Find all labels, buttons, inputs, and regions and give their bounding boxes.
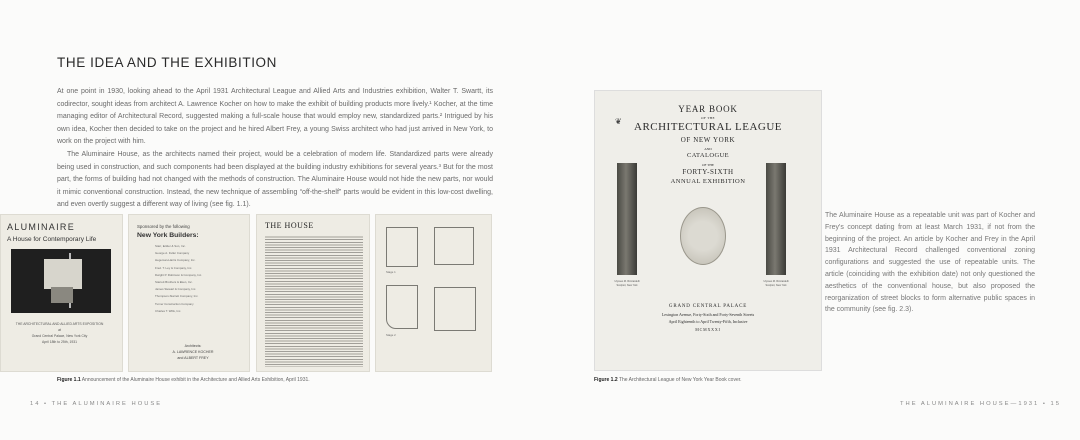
list-item: Fred. T. Ley & Company, Inc. — [155, 265, 193, 270]
statue-caption-line: Sculptor, New York — [765, 283, 787, 287]
builders-list — [155, 243, 245, 315]
list-item: Thompson-Starrett Company, Inc. — [155, 294, 199, 299]
footer-left: 14 • THE ALUMINAIRE HOUSE — [30, 401, 163, 407]
panel-title: THE HOUSE — [265, 221, 314, 230]
address: Lexington Avenue, Forty-Sixth and Forty-Seventh Streets — [661, 312, 755, 317]
floor-plan-upper-left — [386, 227, 418, 267]
cover-line: OF THE — [701, 116, 715, 120]
cover-line: OF THE — [701, 163, 715, 167]
panel-footer-line: at — [58, 328, 61, 332]
sponsored-label: Sponsored by the following — [137, 224, 190, 229]
yearbook-cover-image — [594, 90, 822, 371]
statue-caption-left — [607, 280, 647, 287]
architects-name: A. LAWRENCE KOCHER — [172, 350, 214, 355]
statue-left — [617, 163, 637, 275]
architects-name-2: and ALBERT FREY — [177, 356, 209, 361]
plan-label: Stage 1 — [386, 270, 396, 274]
floor-plan-lower-right — [434, 287, 476, 331]
cover-line: FORTY-SIXTH — [682, 168, 734, 176]
footer-right: THE ALUMINAIRE HOUSE—1931 • 15 — [900, 401, 1061, 407]
figure-1-1-panel-sponsors — [128, 214, 250, 372]
list-item: Starr, Eckler & Son, Inc. — [155, 244, 186, 248]
list-item: Dwight P. Robinson & Company, Inc. — [155, 272, 202, 277]
caption-label: Figure 1.1 — [57, 377, 81, 383]
panel-footer — [7, 321, 112, 345]
floor-plan-upper-right — [434, 227, 474, 265]
ornament-icon: ❦ — [615, 117, 622, 126]
statue-caption-line: Ulysses M. Ricciardelli — [763, 280, 789, 283]
paragraph-2: The Aluminaire House, as the architects named their project, would be a celebration of modern life. Standardized parts were already being used in construction, and such components had been displayed at the building industry exhibitions for several years.³ But for the most part, the forms of building had not changed with the methods of construction. The Aluminaire House would not hide the new parts, nor would it mimic conventional construction. Instead, the new technique of assembling “off-the-shelf” parts would be evident in this low-cost dwelling, and even overtly suggest a different way of living (see fig. 1.1). — [57, 150, 493, 209]
page-heading: THE IDEA AND THE EXHIBITION — [57, 55, 277, 70]
list-item: James Stewart & Company, Inc. — [155, 287, 197, 292]
list-item: Turner Construction Company — [155, 301, 194, 306]
cover-line: OF NEW YORK — [680, 136, 736, 144]
statue-caption-line: Sculptor, New York — [616, 283, 638, 287]
list-item: Starrett Brothers & Eken, Inc. — [155, 280, 193, 285]
figure-1-1-panel-floor-plans — [375, 214, 492, 372]
cover-line: YEAR BOOK — [678, 104, 738, 114]
cover-line: AND — [704, 147, 712, 151]
photo-house-base — [51, 287, 73, 303]
league-seal — [680, 207, 726, 265]
dates: April Eighteenth to April Twenty-Fifth, Inclusive — [668, 319, 748, 324]
caption-label: Figure 1.2 — [594, 377, 618, 383]
figure-1-2-caption — [594, 377, 742, 383]
architects-block — [151, 343, 235, 362]
panel-footer-line: THE ARCHITECTURAL AND ALLIED ARTS EXPOSITION — [15, 322, 104, 326]
list-item: Hegeman-Harris Company, Inc. — [155, 258, 196, 263]
panel-subtitle: A House for Contemporary Life — [7, 236, 97, 243]
panel-footer-line: Grand Central Palace, New York City — [31, 334, 88, 338]
architects-label: Architects: — [184, 344, 202, 348]
statue-caption-line: Ulysses M. Ricciardelli — [614, 280, 640, 283]
body-text — [57, 86, 493, 212]
venue: GRAND CENTRAL PALACE — [668, 304, 748, 309]
caption-text: The Architectural League of New York Year Book cover. — [618, 377, 742, 383]
list-item: Charles T. Wills, Inc. — [155, 308, 182, 313]
statue-right — [766, 163, 786, 275]
figure-1-1-caption — [57, 377, 310, 383]
plan-label: Stage 2 — [386, 333, 396, 337]
cover-line: ARCHITECTURAL LEAGUE — [634, 121, 782, 133]
figure-1-1-panel-aluminaire — [0, 214, 123, 372]
panel-title: ALUMINAIRE — [7, 222, 76, 232]
figure-1-1-panel-the-house — [256, 214, 370, 372]
photo-house-volume — [44, 259, 82, 289]
builders-heading: New York Builders: — [137, 232, 199, 239]
paragraph-1: At one point in 1930, looking ahead to the April 1931 Architectural League and Allied Arts and Industries exhibition, Walter T. Swartt, its codirector, sought ideas from architect A. Lawrence Kocher on how to make the exhibit of building products more lively.¹ Kocher, at the time managing editor of Architectural Record, suggested making a full-scale house that would employ new, standardized parts.² Intrigued by his own idea, Kocher then decided to take on the project and he hired Albert Frey, a young Swiss architect who had just arrived in New York, to work on the project with him. — [57, 88, 493, 146]
house-photo — [11, 249, 111, 313]
body-text-block — [265, 235, 363, 367]
floor-plan-lower-left — [386, 285, 418, 329]
list-item: George A. Fuller Company — [155, 251, 190, 256]
statue-caption-right — [756, 280, 796, 287]
cover-line: CATALOGUE — [686, 152, 730, 159]
year: MCMXXXI — [695, 327, 721, 332]
panel-footer-line: April 18th to 25th, 1931 — [41, 340, 78, 344]
caption-text: Announcement of the Aluminaire House exhibit in the Architecture and Allied Arts Exhibition, April 1931. — [81, 377, 310, 383]
sidebar-text: The Aluminaire House as a repeatable unit was part of Kocher and Frey's concept dating from at least March 1931, if not from the beginning of the project. An article by Kocher and Frey in the April 1931 Architectural Record challenged conventional zoning configurations and suggested the use of repeatable units. The article (coinciding with the exhibition date) not only questioned the aesthetics of the conventional house, but also proposed the reorganization of street blocks to form alternative public spaces in the community (see fig. 2.3). — [825, 212, 1035, 314]
cover-line: ANNUAL EXHIBITION — [670, 178, 746, 185]
